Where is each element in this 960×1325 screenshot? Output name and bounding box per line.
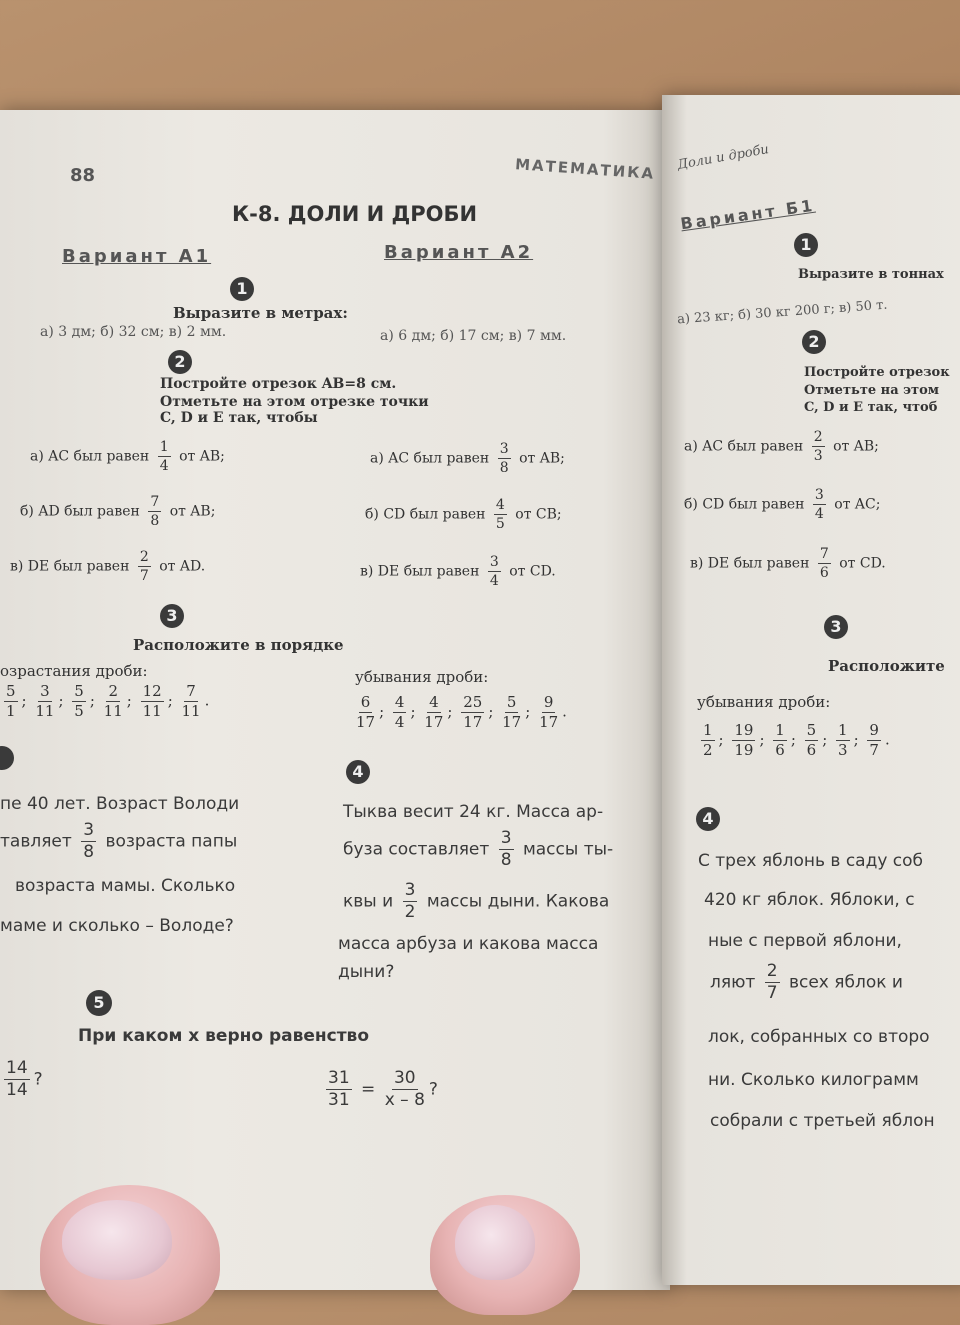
right-task2-item-c: в) DE был равен $\frac{7}{6}$ от CD.: [690, 546, 886, 581]
variant-a1-heading: Вариант А1: [62, 246, 212, 267]
left-page: [0, 110, 670, 1290]
task3-a2-label: убывания дроби:: [355, 668, 489, 686]
task4-a1-line3: возраста мамы. Сколько: [15, 876, 236, 896]
right-task2-item-a: а) AC был равен $\frac{2}{3}$ от AB;: [684, 429, 879, 464]
task1-number-badge: 1: [230, 277, 254, 301]
task2-a2-item-a: а) AC был равен $\frac{3}{8}$ от AB;: [370, 441, 565, 476]
task2-a2-item-b: б) CD был равен $\frac{4}{5}$ от CB;: [365, 497, 562, 532]
task1-variant-a1: а) 3 дм; б) 32 см; в) 2 мм.: [40, 324, 227, 340]
right-task3-badge: 3: [824, 615, 848, 639]
task4-a2-line3: квы и $\frac{3}{2}$ массы дыни. Какова: [343, 880, 610, 922]
task4-a1-line4: маме и сколько – Володе?: [0, 916, 234, 936]
right-task3-label: убывания дроби:: [697, 693, 831, 711]
right-task1-badge: 1: [794, 233, 818, 257]
task2-line1: Постройте отрезок AB=8 см.: [160, 376, 397, 392]
right-running-head: Доли и дроби: [676, 142, 770, 173]
task4-number-badge: 4: [346, 760, 370, 784]
task4-a1-line1: пе 40 лет. Возраст Володи: [0, 794, 240, 814]
task3-a1-label: озрастания дроби:: [0, 662, 148, 680]
right-task4-badge: 4: [696, 807, 720, 831]
right-task2-badge: 2: [802, 330, 826, 354]
right-task4-line1: С трех яблонь в саду соб: [698, 851, 924, 871]
right-task3-prompt: Расположите: [828, 657, 945, 675]
task3-prompt: Расположите в порядке: [133, 636, 344, 654]
variant-b1-heading: Вариант Б1: [679, 195, 817, 234]
page-number: 88: [70, 165, 96, 186]
task4-a2-line4: масса арбуза и какова масса: [338, 934, 599, 954]
task2-line2: Отметьте на этом отрезке точки: [160, 394, 429, 410]
task5-a1-expression: $\frac{14}{14}$ ?: [6, 1058, 43, 1100]
right-task2-line2: Отметьте на этом: [804, 383, 940, 398]
right-task1-values: а) 23 кг; б) 30 кг 200 г; в) 50 т.: [676, 297, 888, 328]
task4-a1-line2: тавляет $\frac{3}{8}$ возраста папы: [0, 820, 238, 862]
task4-a1-badge: [0, 746, 14, 770]
right-fingernail: [455, 1205, 535, 1280]
right-task4-line3: ные с первой яблони,: [708, 931, 902, 951]
left-fingernail: [62, 1200, 172, 1280]
task2-a1-item-b: б) AD был равен $\frac{7}{8}$ от AB;: [20, 494, 216, 529]
task1-variant-a2: а) 6 дм; б) 17 см; в) 7 мм.: [380, 328, 567, 344]
right-task1-prompt: Выразите в тоннах: [798, 267, 944, 282]
task2-a1-item-a: а) AC был равен $\frac{1}{4}$ от AB;: [30, 439, 225, 474]
right-task2-item-b: б) CD был равен $\frac{3}{4}$ от AC;: [684, 487, 881, 522]
task4-a2-line2: буза составляет $\frac{3}{8}$ массы ты-: [343, 828, 614, 870]
right-task4-line6: ни. Сколько килограмм: [708, 1070, 919, 1090]
task3-a1-fractions: $\frac{5}{1}$ ; $\frac{3}{11}$ ; $\frac{5}{5}$ ; $\frac{2}{11}$ ; $\frac{12}{11}$ ; $\frac{7}{11}$ .: [6, 682, 210, 720]
right-task2-line1: Постройте отрезок: [804, 365, 950, 380]
page-title: К-8. ДОЛИ И ДРОБИ: [232, 202, 478, 226]
task5-prompt: При каком x верно равенство: [78, 1026, 369, 1046]
right-task3-fractions: $\frac{1}{2}$ ; $\frac{19}{19}$ ; $\frac{1}{6}$ ; $\frac{5}{6}$ ; $\frac{1}{3}$ ; $\frac{9}{7}$ .: [703, 721, 890, 759]
task2-line3: C, D и E так, чтобы: [160, 410, 318, 426]
right-task4-line7: собрали с третьей яблон: [710, 1111, 935, 1131]
task2-a2-item-c: в) DE был равен $\frac{3}{4}$ от CD.: [360, 554, 556, 589]
right-task2-line3: C, D и E так, чтоб: [804, 400, 938, 415]
right-page: [662, 95, 960, 1285]
task4-a2-line1: Тыква весит 24 кг. Масса ар-: [343, 802, 604, 822]
running-head: МАТЕМАТИКА: [514, 155, 656, 183]
task2-a1-item-c: в) DE был равен $\frac{2}{7}$ от AD.: [10, 549, 206, 584]
variant-a2-heading: Вариант А2: [384, 242, 534, 263]
task1-prompt: Выразите в метрах:: [173, 304, 348, 322]
task5-number-badge: 5: [86, 990, 112, 1016]
task3-number-badge: 3: [160, 604, 184, 628]
task5-equation: $\frac{31}{31}$ = $\frac{30}{x - 8}$ ?: [328, 1068, 438, 1110]
right-task4-line4: ляют $\frac{2}{7}$ всех яблок и: [710, 961, 903, 1003]
right-task4-line2: 420 кг яблок. Яблоки, с: [704, 890, 915, 910]
task3-a2-fractions: $\frac{6}{17}$ ; $\frac{4}{4}$ ; $\frac{4}{17}$ ; $\frac{25}{17}$ ; $\frac{5}{17}$ ; $\frac{9}{17}$ .: [356, 693, 567, 731]
task4-a2-line5: дыни?: [338, 962, 395, 982]
right-task4-line5: лок, собранных со второ: [708, 1027, 930, 1047]
task2-number-badge: 2: [168, 350, 192, 374]
